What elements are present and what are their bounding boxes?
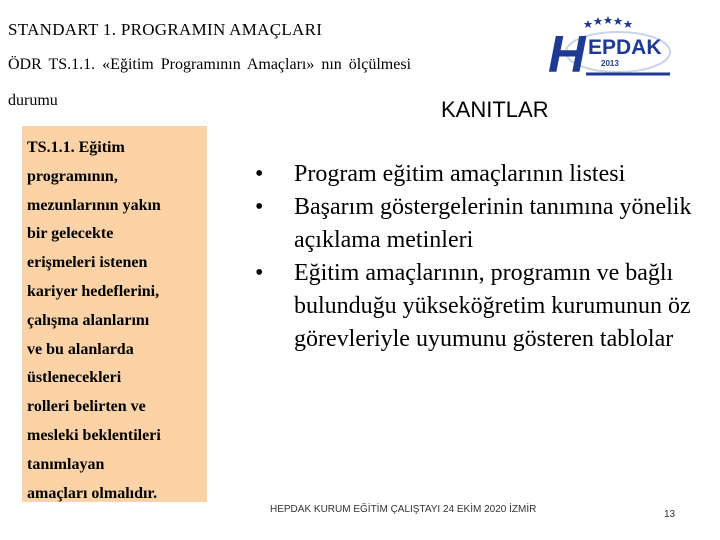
page-number: 13 bbox=[664, 509, 676, 520]
footer-text: HEPDAK KURUM EĞİTİM ÇALIŞTAYI 24 EKİM 2020 İZMİR bbox=[270, 504, 537, 515]
logo-star bbox=[594, 17, 603, 25]
slide-title-line-2: ÖDR TS.1.1. «Eğitim Programının Amaçları» nın ölçülmesi bbox=[8, 56, 412, 73]
evidence-heading: KANITLAR bbox=[441, 97, 549, 122]
logo-star bbox=[624, 20, 633, 28]
slide-title-line-1: STANDART 1. PROGRAMIN AMAÇLARI bbox=[8, 20, 323, 39]
evidence-item bbox=[255, 257, 695, 356]
evidence-item-text: Başarım göstergelerinin tanımına yönelik açıklama metinleri bbox=[294, 194, 692, 253]
bullet: • bbox=[255, 194, 264, 220]
logo-initial: H bbox=[548, 26, 586, 78]
hepdak-logo bbox=[546, 14, 672, 78]
slide-title-line-3: durumu bbox=[8, 92, 58, 109]
bullet: • bbox=[255, 260, 264, 286]
criterion-text: TS.1.1. Eğitim programının, mezunlarının yakın bir gelecekte erişmeleri istenen kariyer hedeflerini, çalışma alanlarını ve bu alanlarda üstlenecekleri rolleri belirten ve mesleki beklentileri tanımlayan amaçları olmalıdır. bbox=[27, 139, 161, 502]
evidence-item-text: Eğitim amaçlarının, programın ve bağlı bulunduğu yükseköğretim kurumunun öz görevleriyle uyumunu gösteren tablolar bbox=[294, 260, 691, 352]
evidence-item bbox=[255, 191, 695, 257]
logo-star bbox=[614, 17, 623, 25]
logo-stars bbox=[584, 16, 633, 28]
bullet: • bbox=[255, 161, 264, 187]
logo-year: 2013 bbox=[601, 59, 619, 68]
evidence-item bbox=[255, 158, 695, 191]
logo-star bbox=[604, 16, 613, 24]
evidence-list bbox=[255, 158, 695, 356]
evidence-item-text: Program eğitim amaçlarının listesi bbox=[294, 161, 626, 187]
logo-text: EPDAK bbox=[588, 36, 662, 59]
